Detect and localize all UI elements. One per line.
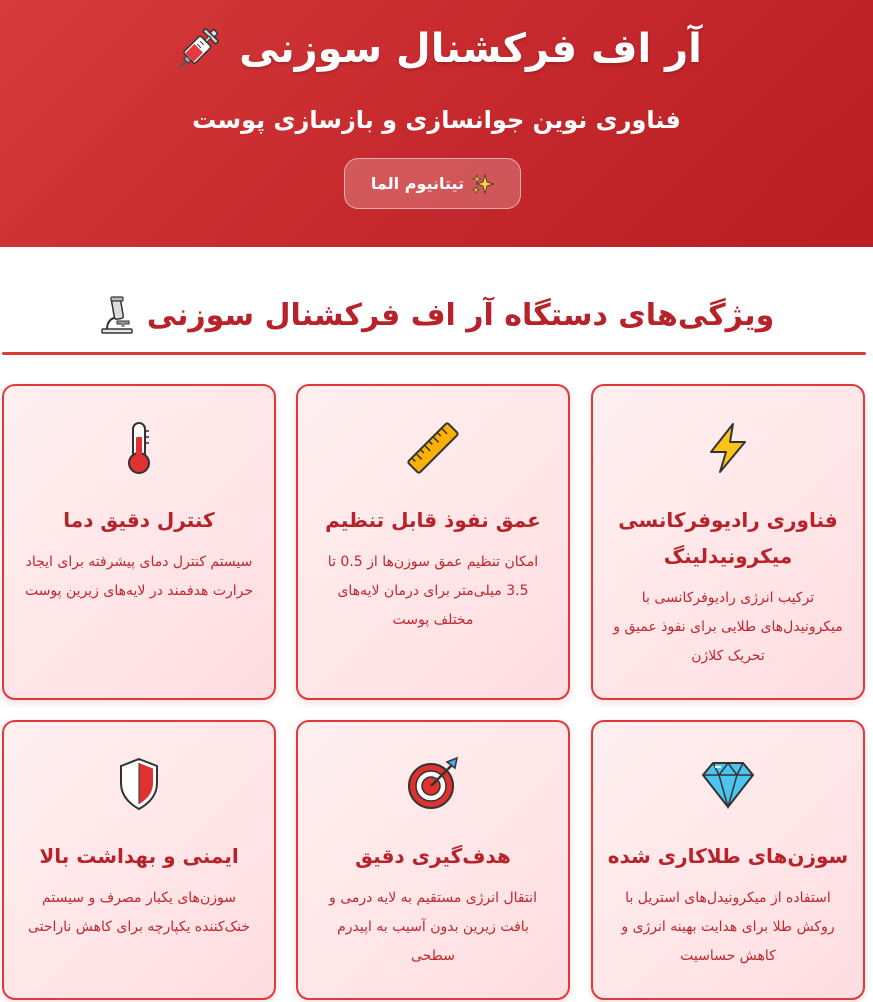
features-heading: ویژگی‌های دستگاه آر اف فرکشنال سوزنی xyxy=(146,297,775,333)
feature-card-depth xyxy=(296,384,570,700)
badge-label: تیتانیوم الما xyxy=(370,174,465,193)
target-icon xyxy=(298,756,568,812)
feature-card-safety xyxy=(2,720,276,1000)
feature-card-targeting xyxy=(296,720,570,1000)
hero-subtitle: فناوری نوین جوانسازی و بازسازی پوست xyxy=(192,106,681,134)
thermometer-icon xyxy=(4,420,274,476)
card-title: عمق نفوذ قابل تنظیم xyxy=(325,508,541,532)
microscope-icon xyxy=(99,295,135,335)
feature-card-temperature xyxy=(2,384,276,700)
feature-card-rf xyxy=(591,384,865,700)
card-title: کنترل دقیق دما xyxy=(63,508,215,532)
brand-badge[interactable] xyxy=(344,158,521,209)
syringe-icon xyxy=(171,22,225,76)
lightning-icon xyxy=(593,420,863,476)
card-desc: استفاده از میکرونیدل‌های استریل با روکش طلا برای هدایت بهینه انرژی و کاهش حساسیت xyxy=(621,890,835,964)
card-desc: ترکیب انرژی رادیوفرکانسی با میکرونیدل‌های طلایی برای نفوذ عمیق و تحریک کلاژن xyxy=(613,590,843,664)
card-title: سوزن‌های طلاکاری شده xyxy=(607,844,849,868)
card-desc: سیستم کنترل دمای پیشرفته برای ایجاد حرارت هدفمند در لایه‌های زیرین پوست xyxy=(24,554,254,599)
card-desc: انتقال انرژی مستقیم به لایه درمی و بافت زیرین بدون آسیب به اپیدرم سطحی xyxy=(328,890,537,964)
hero-banner xyxy=(0,0,873,247)
section-divider xyxy=(2,352,866,355)
card-desc: امکان تنظیم عمق سوزن‌ها از 0.5 تا 3.5 میلی‌متر برای درمان لایه‌های مختلف پوست xyxy=(327,554,539,628)
card-title: ایمنی و بهداشت بالا xyxy=(39,844,239,868)
hero-title: آر اف فرکشنال سوزنی xyxy=(239,26,702,72)
gem-icon xyxy=(593,756,863,812)
card-title: هدف‌گیری دقیق xyxy=(355,844,511,868)
ruler-icon xyxy=(298,420,568,476)
shield-icon xyxy=(4,756,274,812)
card-title: فناوری رادیوفرکانسی میکرونیدلینگ xyxy=(618,508,838,568)
sparkles-icon xyxy=(472,173,494,195)
hero-title-row xyxy=(0,14,873,84)
card-desc: سوزن‌های یکبار مصرف و سیستم خنک‌کننده یکپارچه برای کاهش ناراحتی xyxy=(27,890,251,935)
feature-card-gold-needles xyxy=(591,720,865,1000)
features-heading-row xyxy=(0,285,873,345)
